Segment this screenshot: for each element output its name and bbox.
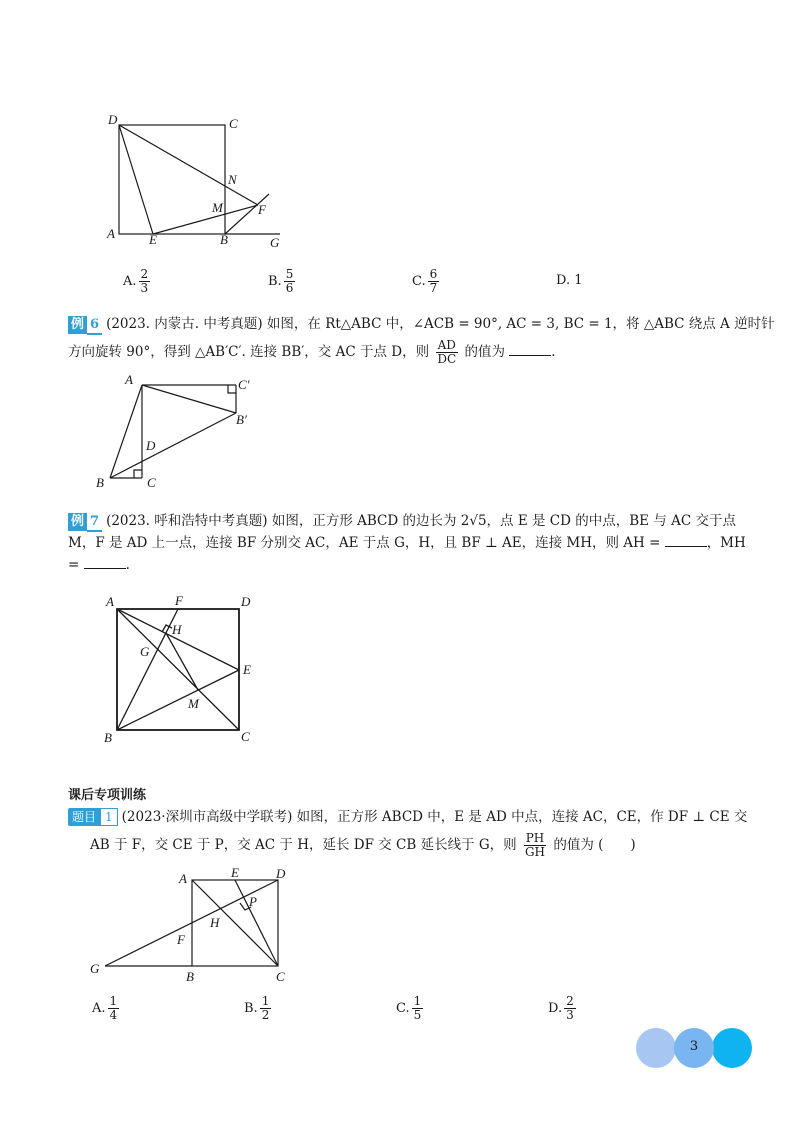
example-number: 6 [87,317,102,335]
fraction: $\frac{2}{3}$ [140,267,149,295]
label-b-prime: B′ [236,412,247,427]
label-a: A [179,871,187,886]
label-d: D [241,594,251,609]
q1-option-d[interactable]: D. $\frac{2}{3}$ [548,994,574,1022]
q5-option-d[interactable]: D. 1 [556,273,583,288]
label-g: G [140,644,150,659]
section-title: 课后专项训练 [68,788,147,803]
label-b: B [220,232,228,247]
question-1-line1: 题目 1 (2023·深圳市高级中学联考) 如图，正方形 ABCD 中，E 是 AD 中点，连接 AC，CE，作 DF ⊥ CE 交 [68,806,758,828]
example-7-line2: M，F 是 AD 上一点，连接 BF 分别交 AC，AE 于点 G，H，且 BF ⊥ AE，连接 MH，则 AH = ，MH [68,535,746,551]
label-p: P [249,894,257,909]
page-number-badge [636,1028,754,1068]
question-number: 1 [100,808,118,826]
example-6-line1: 例 6 (2023. 内蒙古. 中考真题) 如图，在 Rt△ABC 中，∠ACB = 90°, AC = 3, BC = 1，将 △ABC 绕点 A 逆时针 [68,313,748,335]
q5-option-b[interactable]: B. $\frac{5}{6}$ [268,267,294,295]
figure-square-dcnb [100,108,290,253]
label-g: G [90,961,100,976]
label-b: B [186,969,194,984]
q1-option-b[interactable]: B. $\frac{1}{2}$ [244,994,270,1022]
fraction: $\frac{5}{6}$ [285,267,294,295]
q1-option-c[interactable]: C. $\frac{1}{5}$ [396,994,422,1022]
question-1-line2: AB 于 F，交 CE 于 P，交 AC 于 H，延长 DF 交 CB 延长线于 G，则 $\frac{PH}{GH}$ 的值为 ( ) [90,831,636,859]
example-tag: 例 [68,316,87,334]
decor-circle-left [636,1028,676,1068]
label-g: G [270,235,280,250]
example-7-line3: = . [68,557,130,573]
figure-triangle-rotation [92,370,267,495]
label-d: D [276,866,286,881]
question-tag: 题目 [68,808,100,826]
q1-option-a[interactable]: A. $\frac{1}{4}$ [92,994,118,1022]
label-c: C [276,969,285,984]
label-e: E [149,232,157,247]
page-number: 3 [689,1039,699,1054]
label-c: C [241,729,250,744]
label-c: C [229,116,238,131]
label-m: M [212,200,223,215]
example-6 [68,313,775,366]
label-f: F [177,932,185,947]
label-e: E [231,865,239,880]
figure-square-abcd-q1 [86,862,301,987]
decor-circle-right [712,1028,752,1068]
label-h: H [172,622,182,637]
fraction-ad-dc: $\frac{AD}{DC}$ [437,338,457,366]
fraction: $\frac{1}{4}$ [109,994,118,1022]
example-number: 7 [87,514,102,532]
question-1 [68,806,758,859]
answer-blank-ah[interactable] [665,534,707,547]
label-m: M [188,696,199,711]
label-c-prime: C′ [238,377,250,392]
label-a: A [107,226,115,241]
example-tag: 例 [68,513,87,531]
figure-square-abcd-ex7 [100,590,265,750]
answer-blank-mh[interactable] [84,556,126,569]
example-6-line2: 方向旋转 90°，得到 △AB′C′. 连接 BB′，交 AC 于点 D，则 $\frac{AD}{DC}$ 的值为 . [68,338,556,366]
label-f: F [258,202,266,217]
example-7 [68,510,758,576]
label-n: N [228,172,237,187]
fraction: $\frac{1}{5}$ [413,994,422,1022]
label-d: D [146,438,156,453]
answer-blank[interactable] [509,343,551,356]
label-a: A [125,372,133,387]
label-b: B [96,475,104,490]
label-h: H [210,915,220,930]
fraction: $\frac{2}{3}$ [566,994,574,1022]
fraction-ph-gh: $\frac{PH}{GH}$ [524,831,546,859]
label-f: F [175,593,183,608]
label-e: E [243,662,251,677]
example-7-line1: 例 7 (2023. 呼和浩特中考真题) 如图，正方形 ABCD 的边长为 2√5，点 E 是 CD 的中点，BE 与 AC 交于点 [68,510,758,532]
label-a: A [106,594,114,609]
fraction: $\frac{1}{2}$ [261,994,270,1022]
label-c: C [147,475,156,490]
q5-option-a[interactable]: A. $\frac{2}{3}$ [123,267,149,295]
q5-option-c[interactable]: C. $\frac{6}{7}$ [412,267,438,295]
label-d: D [108,112,118,127]
label-b: B [104,730,112,745]
fraction: $\frac{6}{7}$ [429,267,438,295]
